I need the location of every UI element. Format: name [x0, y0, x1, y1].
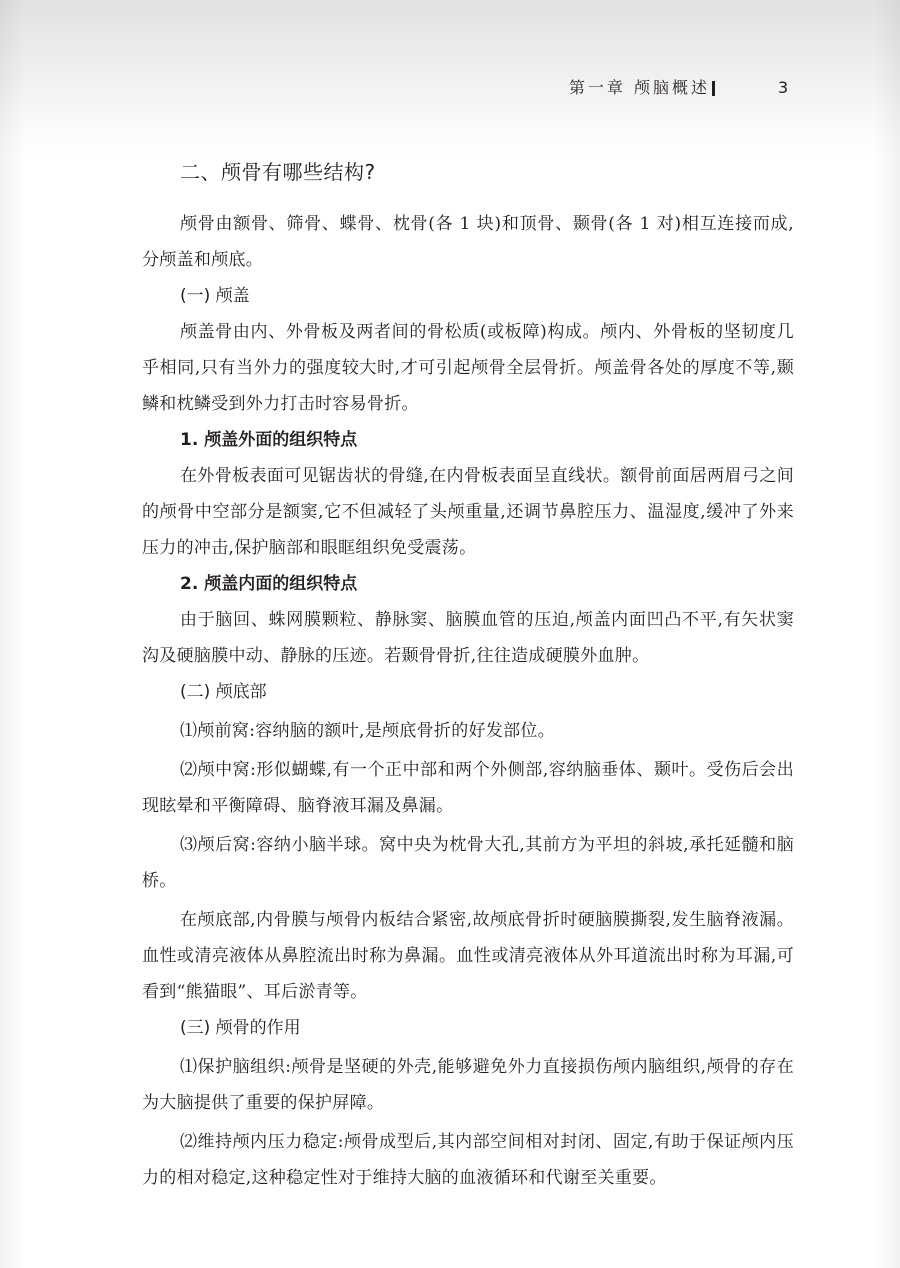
base-item-anterior-fossa: ⑴颅前窝:容纳脑的额叶,是颅底骨折的好发部位。	[180, 721, 556, 741]
vault-outer-paragraph: 在外骨板表面可见锯齿状的骨缝,在内骨板表面呈直线状。额骨前面居两眉弓之间的颅骨中空部分是额窦,它不但减轻了头颅重量,还调节鼻腔压力、温湿度,缓冲了外来压力的冲击,保护脑部和眼眶组织免受震荡。	[142, 466, 794, 558]
subsection-heading-function: (三) 颅骨的作用	[180, 1018, 301, 1038]
page-number: 3	[778, 78, 789, 97]
running-head-separator-bar	[712, 81, 715, 96]
base-item-middle-fossa: ⑵颅中窝:形似蝴蝶,有一个正中部和两个外侧部,容纳脑垂体、颞叶。受伤后会出现眩晕和平衡障碍、脑脊液耳漏及鼻漏。	[142, 760, 794, 816]
running-head	[0, 76, 900, 100]
vault-paragraph: 颅盖骨由内、外骨板及两者间的骨松质(或板障)构成。颅内、外骨板的坚韧度几乎相同,只有当外力的强度较大时,才可引起颅骨全层骨折。颅盖骨各处的厚度不等,颞鳞和枕鳞受到外力打击时容易骨折。	[142, 322, 794, 414]
running-head-chapter-title: 第一章 颅脑概述	[568, 78, 710, 97]
intro-paragraph: 颅骨由额骨、筛骨、蝶骨、枕骨(各 1 块)和顶骨、颞骨(各 1 对)相互连接而成,分颅盖和颅底。	[142, 214, 794, 270]
vault-inner-heading: 2. 颅盖内面的组织特点	[180, 574, 358, 594]
vault-outer-heading: 1. 颅盖外面的组织特点	[180, 430, 358, 450]
page-edge-shadow-right	[874, 0, 900, 1268]
vault-inner-paragraph: 由于脑回、蛛网膜颗粒、静脉窦、脑膜血管的压迫,颅盖内面凹凸不平,有矢状窦沟及硬脑膜中动、静脉的压迹。若颞骨骨折,往往造成硬膜外血肿。	[142, 610, 794, 666]
subsection-heading-base: (二) 颅底部	[180, 682, 267, 702]
base-paragraph: 在颅底部,内骨膜与颅骨内板结合紧密,故颅底骨折时硬脑膜撕裂,发生脑脊液漏。血性或清亮液体从鼻腔流出时称为鼻漏。血性或清亮液体从外耳道流出时称为耳漏,可看到“熊猫眼”、耳后淤青等。	[142, 910, 794, 1002]
section-heading: 二、颅骨有哪些结构?	[180, 160, 376, 184]
page-edge-shadow-left	[0, 0, 26, 1268]
base-item-posterior-fossa: ⑶颅后窝:容纳小脑半球。窝中央为枕骨大孔,其前方为平坦的斜坡,承托延髓和脑桥。	[142, 835, 794, 891]
function-item-pressure: ⑵维持颅内压力稳定:颅骨成型后,其内部空间相对封闭、固定,有助于保证颅内压力的相对稳定,这种稳定性对于维持大脑的血液循环和代谢至关重要。	[142, 1132, 794, 1188]
subsection-heading-vault: (一) 颅盖	[180, 286, 250, 306]
page-body	[142, 156, 794, 1196]
function-item-protect: ⑴保护脑组织:颅骨是坚硬的外壳,能够避免外力直接损伤颅内脑组织,颅骨的存在为大脑提供了重要的保护屏障。	[142, 1057, 794, 1113]
